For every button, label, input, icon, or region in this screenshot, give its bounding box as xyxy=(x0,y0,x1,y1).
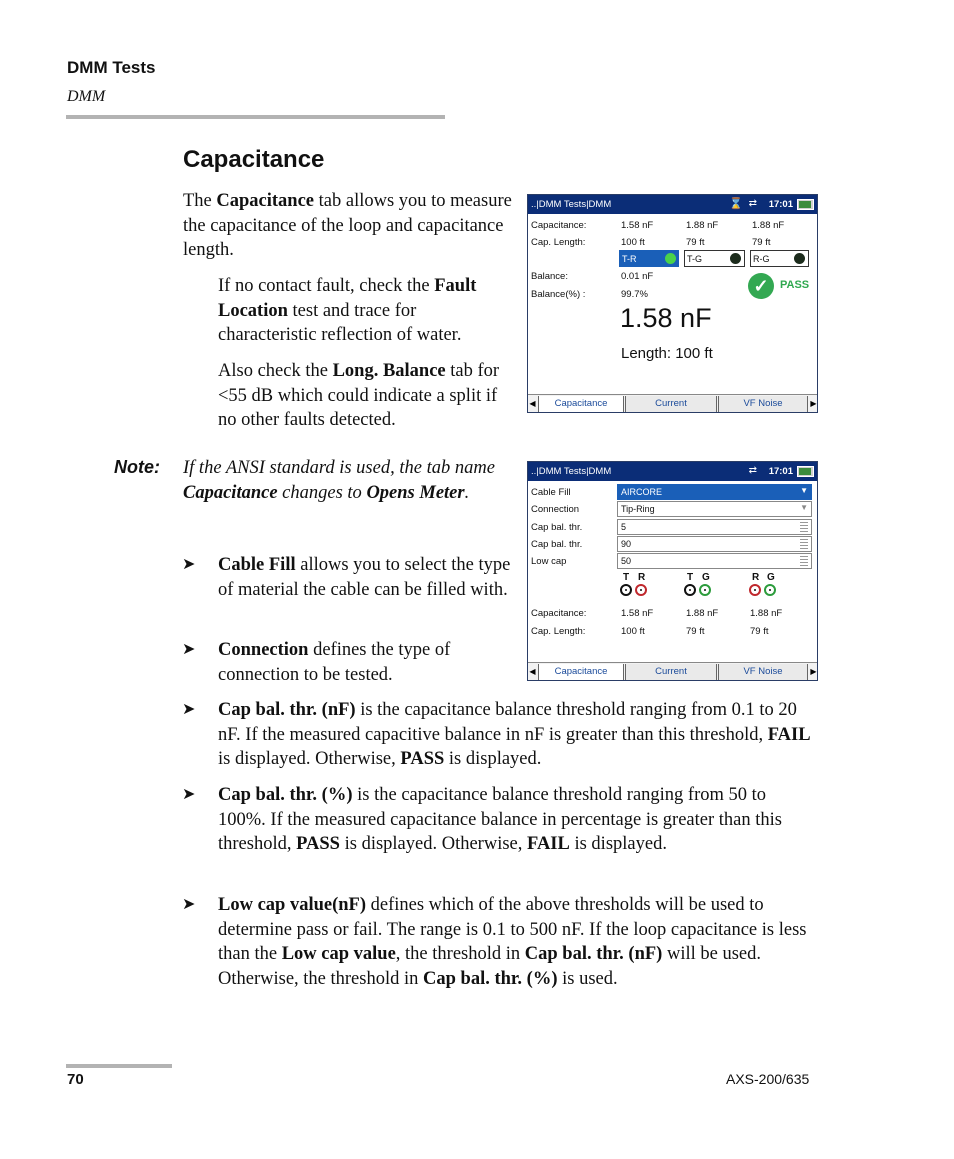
clock: 17:01 xyxy=(768,199,793,210)
keypad-icon xyxy=(800,522,808,532)
keypad-icon xyxy=(800,556,808,566)
tab-current[interactable]: Current xyxy=(625,664,717,680)
header-rule xyxy=(66,115,445,119)
balance-paragraph xyxy=(218,359,513,433)
bullet-bold: Low cap value xyxy=(281,944,396,965)
cap-bal-pct-label: Cap bal. thr. xyxy=(531,539,583,550)
product-model: AXS-200/635 xyxy=(726,1071,810,1087)
bullet-arrow-icon: ➤ xyxy=(182,786,196,803)
chevron-down-icon: ▼ xyxy=(800,503,808,512)
probe-letter: T xyxy=(623,572,630,583)
probe-tip-icon xyxy=(620,584,632,596)
note-text-bold: Capacitance xyxy=(183,482,278,503)
title-bar xyxy=(528,462,817,481)
intro-text-pre: The xyxy=(183,191,217,211)
balance-text-pre: Also check the xyxy=(218,361,333,381)
cap-length-label: Cap. Length: xyxy=(531,237,586,248)
bullet-bold: Cap bal. thr. (%) xyxy=(423,968,558,989)
bullet-arrow-icon: ➤ xyxy=(182,556,196,573)
bullet-bold: Cap bal. thr. (nF) xyxy=(524,944,663,965)
connection-label: Connection xyxy=(531,504,580,515)
tab-bar xyxy=(528,394,817,412)
pass-status: PASS xyxy=(780,279,810,291)
battery-icon xyxy=(797,199,814,210)
balance-text-bold: Long. Balance xyxy=(332,361,446,381)
probe-letter: G xyxy=(767,572,775,583)
bullet-text: will be used. Otherwise, the threshold in xyxy=(218,944,761,989)
bullet-text: is displayed. xyxy=(569,834,667,855)
capacitance-tr: 1.58 nF xyxy=(621,608,654,619)
cap-bal-nf-label: Cap bal. thr. xyxy=(531,522,583,533)
bullet-term: Cable Fill xyxy=(218,555,296,575)
bullet-bold: PASS xyxy=(400,749,445,770)
running-header-title: DMM Tests xyxy=(67,58,156,77)
fault-text-bold: Fault Location xyxy=(218,276,477,321)
capacitance-tr: 1.58 nF xyxy=(621,220,654,231)
tab-scroll-right-icon[interactable]: ▶ xyxy=(810,667,817,676)
bullet-term: Cap bal. thr. (%) xyxy=(218,785,353,805)
tab-current[interactable]: Current xyxy=(625,396,717,412)
bullet-text: defines the type of connection to be tested. xyxy=(218,640,451,685)
note-text xyxy=(183,456,503,505)
capacitance-label: Capacitance: xyxy=(531,220,587,231)
bullet-bold: FAIL xyxy=(767,724,811,745)
tab-bar xyxy=(528,662,817,680)
clock: 17:01 xyxy=(768,466,793,477)
screen-title: ..|DMM Tests|DMM xyxy=(531,199,612,210)
probe-letter: T xyxy=(687,572,694,583)
title-bar xyxy=(528,195,817,214)
low-cap-input[interactable] xyxy=(617,553,812,569)
cap-length-rg: 79 ft xyxy=(752,237,771,248)
hourglass-icon: ⌛ xyxy=(729,198,743,210)
bullet-text: is used. xyxy=(557,968,618,989)
footer-rule xyxy=(66,1064,172,1068)
intro-paragraph xyxy=(183,189,513,263)
probe-letter: R xyxy=(752,572,760,583)
intro-text-post: tab allows you to measure the capacitance of the loop and capacitance length. xyxy=(183,191,512,261)
bullet-bold: FAIL xyxy=(527,834,570,855)
cap-length-tg: 79 ft xyxy=(686,237,705,248)
fault-text-post: test and trace for characteristic reflection of water. xyxy=(218,300,462,346)
running-header-subtitle: DMM xyxy=(67,88,106,105)
low-cap-label: Low cap xyxy=(531,556,567,567)
bullet-text: is the capacitance balance threshold ranging from 50 to 100%. If the measured capacitance balance in percentage is greater than this threshold, xyxy=(218,785,782,855)
low-cap-value: 50 xyxy=(621,556,632,566)
connection-select[interactable] xyxy=(617,501,812,517)
tab-vf-noise[interactable]: VF Noise xyxy=(718,396,808,412)
cap-bal-pct-value: 90 xyxy=(621,539,632,549)
capacitance-settings-screen xyxy=(527,461,818,681)
probe-ring-icon xyxy=(749,584,761,596)
cable-fill-label: Cable Fill xyxy=(531,487,571,498)
cap-bal-nf-value: 5 xyxy=(621,522,627,532)
bullet-arrow-icon: ➤ xyxy=(182,896,196,913)
note-text-mid: changes to xyxy=(277,482,367,503)
note-label: Note: xyxy=(114,457,160,477)
length-value: Length: 100 ft xyxy=(621,345,713,362)
intro-text-bold: Capacitance xyxy=(216,191,315,211)
fault-paragraph xyxy=(218,274,513,348)
cap-length-tr: 100 ft xyxy=(621,626,645,637)
cable-fill-value: AIRCORE xyxy=(621,487,663,497)
balance-text-post: tab for <55 dB which could indicate a split if no other faults detected. xyxy=(218,361,500,431)
connection-icon: ⇄ xyxy=(748,465,757,476)
capacitance-result-screen xyxy=(527,194,818,413)
bullet-cap-bal-pct xyxy=(182,783,818,857)
pair-tg-selector[interactable] xyxy=(684,250,745,267)
bullet-term: Connection xyxy=(218,640,309,660)
probe-letter: R xyxy=(638,572,646,583)
section-title: Capacitance xyxy=(183,146,325,173)
probe-tip-icon xyxy=(684,584,696,596)
bullet-text: is the capacitance balance threshold ranging from 0.1 to 20 nF. If the measured capacitive balance in nF is greater than this threshold, xyxy=(218,700,797,745)
status-led-icon xyxy=(794,253,805,264)
bullet-term: Low cap value(nF) xyxy=(218,895,366,915)
pair-label: T-G xyxy=(687,254,702,264)
tab-scroll-left-icon[interactable]: ◀ xyxy=(529,667,536,676)
cap-length-tr: 100 ft xyxy=(621,237,645,248)
capacitance-rg: 1.88 nF xyxy=(752,220,785,231)
probe-ground-icon xyxy=(699,584,711,596)
screen-title: ..|DMM Tests|DMM xyxy=(531,466,612,477)
capacitance-label: Capacitance: xyxy=(531,608,587,619)
bullet-connection xyxy=(182,638,513,687)
tab-scroll-right-icon[interactable]: ▶ xyxy=(810,399,817,408)
balance-value: 0.01 nF xyxy=(621,271,654,282)
fault-text-pre: If no contact fault, check the xyxy=(218,276,435,296)
connection-value: Tip-Ring xyxy=(621,504,655,514)
capacitance-rg: 1.88 nF xyxy=(750,608,783,619)
bullet-cap-bal-nf xyxy=(182,698,818,772)
bullet-text: is displayed. Otherwise, xyxy=(218,749,401,770)
cap-bal-pct-input[interactable] xyxy=(617,536,812,552)
bullet-arrow-icon: ➤ xyxy=(182,701,196,718)
capacitance-tg: 1.88 nF xyxy=(686,608,719,619)
keypad-icon xyxy=(800,539,808,549)
cap-bal-nf-input[interactable] xyxy=(617,519,812,535)
balance-pct-label: Balance(%) : xyxy=(531,289,586,300)
chevron-down-icon: ▼ xyxy=(800,486,808,495)
tab-capacitance[interactable]: Capacitance xyxy=(538,664,624,680)
pair-tr-selector[interactable] xyxy=(619,250,679,267)
tab-capacitance[interactable]: Capacitance xyxy=(538,396,624,412)
note-text-bold2: Opens Meter xyxy=(366,482,465,503)
bullet-text: allows you to select the type of material the cable can be filled with. xyxy=(218,555,511,600)
pair-label: T-R xyxy=(622,254,637,264)
bullet-term: Cap bal. thr. (nF) xyxy=(218,700,356,720)
battery-icon xyxy=(797,466,814,477)
tab-vf-noise[interactable]: VF Noise xyxy=(718,664,808,680)
balance-pct-value: 99.7% xyxy=(621,289,648,300)
probe-ring-icon xyxy=(635,584,647,596)
connection-icon: ⇄ xyxy=(748,198,757,209)
note-text-pre: If the ANSI standard is used, the tab name xyxy=(183,458,495,478)
bullet-text: is displayed. Otherwise, xyxy=(339,834,528,855)
pair-label: R-G xyxy=(753,254,770,264)
cable-fill-select[interactable] xyxy=(617,484,812,500)
status-led-icon xyxy=(730,253,741,264)
cap-length-label: Cap. Length: xyxy=(531,626,586,637)
page-number: 70 xyxy=(67,1071,84,1088)
bullet-bold: PASS xyxy=(296,834,340,855)
probe-ground-icon xyxy=(764,584,776,596)
probe-letter: G xyxy=(702,572,710,583)
bullet-text: defines which of the above thresholds will be used to determine pass or fail. The range is 0.1 to 500 nF. If the loop capacitance is less than the xyxy=(218,895,807,965)
capacitance-tg: 1.88 nF xyxy=(686,220,719,231)
note-text-post: . xyxy=(464,482,470,503)
pair-rg-selector[interactable] xyxy=(750,250,809,267)
checkmark-icon: ✓ xyxy=(748,273,774,299)
cap-length-rg: 79 ft xyxy=(750,626,769,637)
bullet-text: , the threshold in xyxy=(395,944,525,965)
status-led-icon xyxy=(665,253,676,264)
cap-length-tg: 79 ft xyxy=(686,626,705,637)
capacitance-big-value: 1.58 nF xyxy=(620,303,712,333)
bullet-text: is displayed. xyxy=(444,749,542,770)
balance-label: Balance: xyxy=(531,271,568,282)
bullet-low-cap xyxy=(182,893,818,991)
bullet-cable-fill xyxy=(182,553,513,602)
tab-scroll-left-icon[interactable]: ◀ xyxy=(529,399,536,408)
bullet-arrow-icon: ➤ xyxy=(182,641,196,658)
